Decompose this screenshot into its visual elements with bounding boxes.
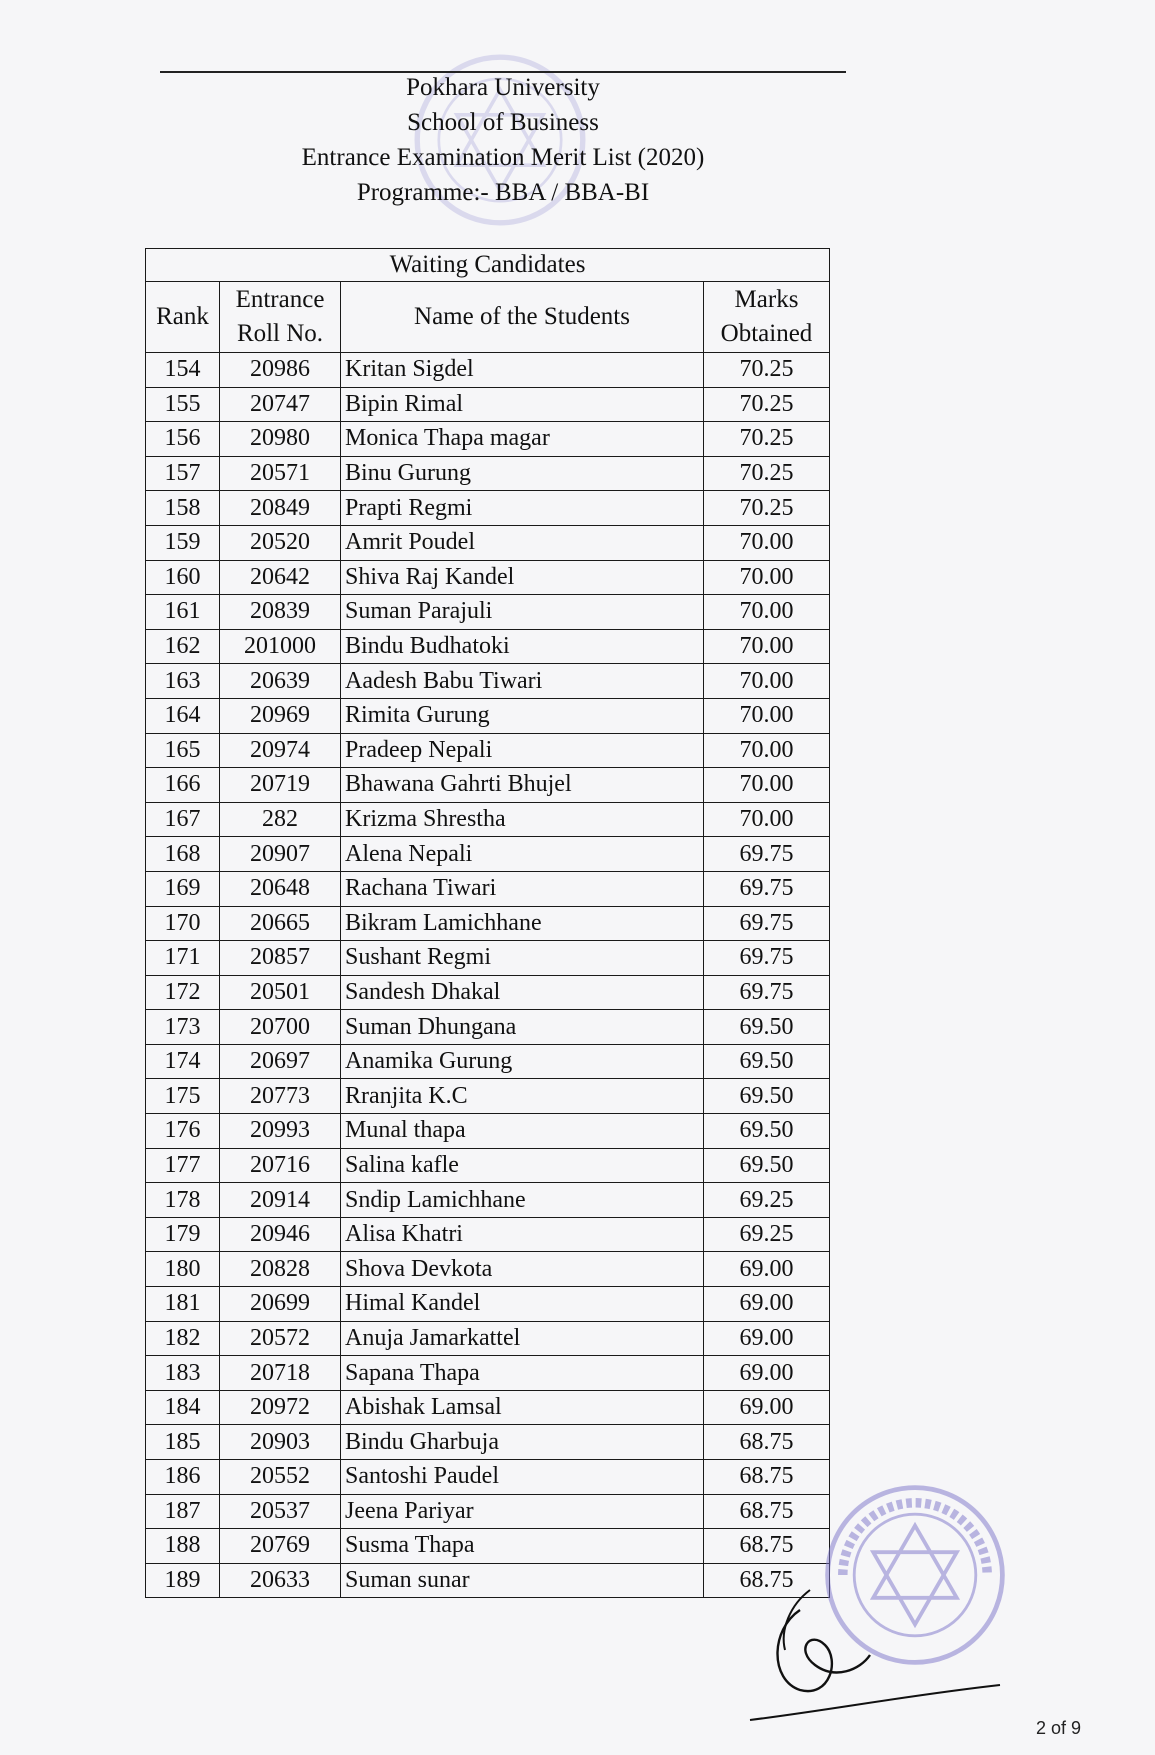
rank-cell: 165 xyxy=(146,733,220,768)
name-cell: Bindu Budhatoki xyxy=(341,629,704,664)
marks-cell: 69.50 xyxy=(704,1010,830,1045)
rank-cell: 187 xyxy=(146,1494,220,1529)
marks-cell: 69.75 xyxy=(704,871,830,906)
roll-cell: 20572 xyxy=(220,1321,341,1356)
name-cell: Sushant Regmi xyxy=(341,941,704,976)
rank-cell: 157 xyxy=(146,456,220,491)
table-row xyxy=(146,1529,830,1564)
roll-cell: 20914 xyxy=(220,1183,341,1218)
roll-cell: 20980 xyxy=(220,422,341,457)
table-caption: Waiting Candidates xyxy=(146,249,830,282)
marks-cell: 69.50 xyxy=(704,1044,830,1079)
marks-cell: 68.75 xyxy=(704,1563,830,1598)
roll-cell: 20993 xyxy=(220,1114,341,1149)
roll-cell: 20520 xyxy=(220,525,341,560)
university-name: Pokhara University xyxy=(406,74,600,101)
rank-cell: 156 xyxy=(146,422,220,457)
rank-cell: 160 xyxy=(146,560,220,595)
name-cell: Krizma Shrestha xyxy=(341,802,704,837)
table-row xyxy=(146,1356,830,1391)
document-header xyxy=(160,70,846,210)
programme-label: Programme:- BBA / BBA-BI xyxy=(356,179,650,206)
roll-cell: 20747 xyxy=(220,387,341,422)
rank-cell: 176 xyxy=(146,1114,220,1149)
table-row xyxy=(146,1010,830,1045)
name-cell: Shova Devkota xyxy=(341,1252,704,1287)
name-cell: Sandesh Dhakal xyxy=(341,975,704,1010)
table-row xyxy=(146,1079,830,1114)
marks-cell: 69.25 xyxy=(704,1183,830,1218)
rank-cell: 173 xyxy=(146,1010,220,1045)
name-cell: Alena Nepali xyxy=(341,837,704,872)
marks-cell: 70.00 xyxy=(704,595,830,630)
marks-cell: 68.75 xyxy=(704,1425,830,1460)
name-cell: Bipin Rimal xyxy=(341,387,704,422)
table-row xyxy=(146,664,830,699)
table-row xyxy=(146,906,830,941)
page-number: 2 of 9 xyxy=(1036,1718,1082,1738)
marks-cell: 69.75 xyxy=(704,837,830,872)
marks-cell: 69.00 xyxy=(704,1287,830,1322)
column-header-roll-line2: Roll No. xyxy=(236,320,324,347)
rank-cell: 164 xyxy=(146,698,220,733)
marks-cell: 69.75 xyxy=(704,906,830,941)
name-cell: Sapana Thapa xyxy=(341,1356,704,1391)
marks-cell: 68.75 xyxy=(704,1460,830,1495)
roll-cell: 20773 xyxy=(220,1079,341,1114)
table-row xyxy=(146,1114,830,1149)
name-cell: Anuja Jamarkattel xyxy=(341,1321,704,1356)
rank-cell: 180 xyxy=(146,1252,220,1287)
roll-cell: 20501 xyxy=(220,975,341,1010)
rank-cell: 167 xyxy=(146,802,220,837)
marks-cell: 68.75 xyxy=(704,1494,830,1529)
rank-cell: 172 xyxy=(146,975,220,1010)
marks-cell: 70.00 xyxy=(704,629,830,664)
marks-cell: 70.25 xyxy=(704,422,830,457)
name-cell: Kritan Sigdel xyxy=(341,353,704,388)
marks-cell: 69.50 xyxy=(704,1114,830,1149)
marks-cell: 70.00 xyxy=(704,733,830,768)
rank-cell: 179 xyxy=(146,1217,220,1252)
name-cell: Salina kafle xyxy=(341,1148,704,1183)
table-row xyxy=(146,1494,830,1529)
roll-cell: 20849 xyxy=(220,491,341,526)
rank-cell: 184 xyxy=(146,1390,220,1425)
table-row xyxy=(146,802,830,837)
rank-cell: 175 xyxy=(146,1079,220,1114)
marks-cell: 69.25 xyxy=(704,1217,830,1252)
name-cell: Rranjita K.C xyxy=(341,1079,704,1114)
rank-cell: 186 xyxy=(146,1460,220,1495)
marks-cell: 70.00 xyxy=(704,698,830,733)
name-cell: Anamika Gurung xyxy=(341,1044,704,1079)
rank-cell: 169 xyxy=(146,871,220,906)
name-cell: Suman sunar xyxy=(341,1563,704,1598)
roll-cell: 20719 xyxy=(220,768,341,803)
table-row xyxy=(146,560,830,595)
name-cell: Himal Kandel xyxy=(341,1287,704,1322)
name-cell: Suman Parajuli xyxy=(341,595,704,630)
roll-cell: 20700 xyxy=(220,1010,341,1045)
marks-cell: 69.00 xyxy=(704,1390,830,1425)
column-header-marks xyxy=(704,282,830,353)
table-row xyxy=(146,387,830,422)
roll-cell: 201000 xyxy=(220,629,341,664)
marks-cell: 70.00 xyxy=(704,768,830,803)
rank-cell: 170 xyxy=(146,906,220,941)
name-cell: Prapti Regmi xyxy=(341,491,704,526)
roll-cell: 20718 xyxy=(220,1356,341,1391)
roll-cell: 282 xyxy=(220,802,341,837)
rank-cell: 185 xyxy=(146,1425,220,1460)
rank-cell: 178 xyxy=(146,1183,220,1218)
table-row xyxy=(146,456,830,491)
roll-cell: 20974 xyxy=(220,733,341,768)
table-body xyxy=(146,353,830,1598)
roll-cell: 20633 xyxy=(220,1563,341,1598)
table-row xyxy=(146,1217,830,1252)
table-row xyxy=(146,1563,830,1598)
roll-cell: 20697 xyxy=(220,1044,341,1079)
rank-cell: 189 xyxy=(146,1563,220,1598)
rank-cell: 177 xyxy=(146,1148,220,1183)
roll-cell: 20699 xyxy=(220,1287,341,1322)
merit-table-container xyxy=(145,248,830,1598)
signature-icon xyxy=(740,1570,1010,1740)
name-cell: Bhawana Gahrti Bhujel xyxy=(341,768,704,803)
name-cell: Binu Gurung xyxy=(341,456,704,491)
name-cell: Shiva Raj Kandel xyxy=(341,560,704,595)
table-row xyxy=(146,353,830,388)
roll-cell: 20552 xyxy=(220,1460,341,1495)
column-header-marks-line1: Marks xyxy=(734,286,799,313)
roll-cell: 20972 xyxy=(220,1390,341,1425)
table-row xyxy=(146,595,830,630)
marks-cell: 69.75 xyxy=(704,975,830,1010)
table-row xyxy=(146,1390,830,1425)
table-row xyxy=(146,1425,830,1460)
rank-cell: 155 xyxy=(146,387,220,422)
name-cell: Abishak Lamsal xyxy=(341,1390,704,1425)
marks-cell: 70.25 xyxy=(704,353,830,388)
name-cell: Bindu Gharbuja xyxy=(341,1425,704,1460)
document-title: Entrance Examination Merit List (2020) xyxy=(301,144,705,171)
table-row xyxy=(146,1148,830,1183)
table-row xyxy=(146,768,830,803)
rank-cell: 162 xyxy=(146,629,220,664)
name-cell: Sndip Lamichhane xyxy=(341,1183,704,1218)
marks-cell: 70.25 xyxy=(704,387,830,422)
name-cell: Bikram Lamichhane xyxy=(341,906,704,941)
roll-cell: 20969 xyxy=(220,698,341,733)
rank-cell: 166 xyxy=(146,768,220,803)
roll-cell: 20648 xyxy=(220,871,341,906)
roll-cell: 20571 xyxy=(220,456,341,491)
rank-cell: 182 xyxy=(146,1321,220,1356)
name-cell: Alisa Khatri xyxy=(341,1217,704,1252)
rank-cell: 188 xyxy=(146,1529,220,1564)
roll-cell: 20716 xyxy=(220,1148,341,1183)
table-row xyxy=(146,1321,830,1356)
rank-cell: 158 xyxy=(146,491,220,526)
name-cell: Amrit Poudel xyxy=(341,525,704,560)
roll-cell: 20642 xyxy=(220,560,341,595)
roll-cell: 20665 xyxy=(220,906,341,941)
column-header-marks-line2: Obtained xyxy=(720,320,813,347)
table-row xyxy=(146,1287,830,1322)
marks-cell: 69.00 xyxy=(704,1252,830,1287)
roll-cell: 20828 xyxy=(220,1252,341,1287)
marks-cell: 70.25 xyxy=(704,456,830,491)
marks-cell: 68.75 xyxy=(704,1529,830,1564)
table-row xyxy=(146,1460,830,1495)
name-cell: Suman Dhungana xyxy=(341,1010,704,1045)
marks-cell: 69.00 xyxy=(704,1356,830,1391)
name-cell: Monica Thapa magar xyxy=(341,422,704,457)
roll-cell: 20907 xyxy=(220,837,341,872)
column-header-name: Name of the Students xyxy=(341,282,704,353)
marks-cell: 69.50 xyxy=(704,1079,830,1114)
name-cell: Pradeep Nepali xyxy=(341,733,704,768)
name-cell: Jeena Pariyar xyxy=(341,1494,704,1529)
merit-table xyxy=(145,248,830,1598)
column-header-rank: Rank xyxy=(146,282,220,353)
name-cell: Santoshi Paudel xyxy=(341,1460,704,1495)
table-row xyxy=(146,871,830,906)
rank-cell: 159 xyxy=(146,525,220,560)
table-row xyxy=(146,975,830,1010)
table-row xyxy=(146,941,830,976)
roll-cell: 20839 xyxy=(220,595,341,630)
roll-cell: 20857 xyxy=(220,941,341,976)
rank-cell: 174 xyxy=(146,1044,220,1079)
name-cell: Munal thapa xyxy=(341,1114,704,1149)
table-row xyxy=(146,491,830,526)
name-cell: Aadesh Babu Tiwari xyxy=(341,664,704,699)
marks-cell: 69.00 xyxy=(704,1321,830,1356)
roll-cell: 20986 xyxy=(220,353,341,388)
table-row xyxy=(146,837,830,872)
marks-cell: 70.25 xyxy=(704,491,830,526)
rank-cell: 168 xyxy=(146,837,220,872)
rank-cell: 154 xyxy=(146,353,220,388)
roll-cell: 20639 xyxy=(220,664,341,699)
school-name: School of Business xyxy=(407,109,599,136)
marks-cell: 69.50 xyxy=(704,1148,830,1183)
column-header-roll-line1: Entrance xyxy=(235,286,325,313)
table-row xyxy=(146,1044,830,1079)
marks-cell: 70.00 xyxy=(704,560,830,595)
table-row xyxy=(146,1252,830,1287)
table-row xyxy=(146,733,830,768)
rank-cell: 183 xyxy=(146,1356,220,1391)
marks-cell: 70.00 xyxy=(704,802,830,837)
rank-cell: 161 xyxy=(146,595,220,630)
rank-cell: 171 xyxy=(146,941,220,976)
table-row xyxy=(146,629,830,664)
table-row xyxy=(146,525,830,560)
table-row xyxy=(146,698,830,733)
table-row xyxy=(146,422,830,457)
roll-cell: 20903 xyxy=(220,1425,341,1460)
name-cell: Rimita Gurung xyxy=(341,698,704,733)
marks-cell: 70.00 xyxy=(704,525,830,560)
roll-cell: 20946 xyxy=(220,1217,341,1252)
name-cell: Susma Thapa xyxy=(341,1529,704,1564)
rank-cell: 163 xyxy=(146,664,220,699)
marks-cell: 69.75 xyxy=(704,941,830,976)
table-row xyxy=(146,1183,830,1218)
rank-cell: 181 xyxy=(146,1287,220,1322)
name-cell: Rachana Tiwari xyxy=(341,871,704,906)
roll-cell: 20769 xyxy=(220,1529,341,1564)
roll-cell: 20537 xyxy=(220,1494,341,1529)
marks-cell: 70.00 xyxy=(704,664,830,699)
column-header-roll xyxy=(220,282,341,353)
